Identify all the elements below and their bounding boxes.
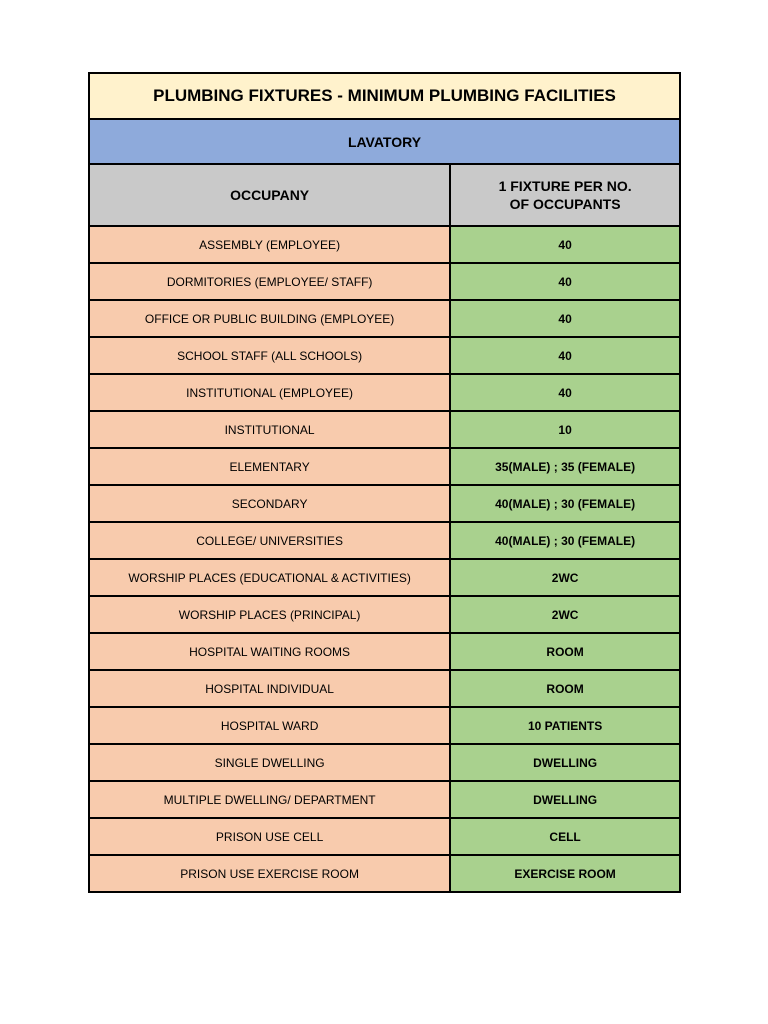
table-row xyxy=(89,374,680,411)
fixture-value-cell: DWELLING xyxy=(450,744,680,781)
table-row xyxy=(89,411,680,448)
title-row xyxy=(89,73,680,119)
occupancy-cell: PRISON USE CELL xyxy=(89,818,450,855)
table-row xyxy=(89,670,680,707)
fixture-value-cell: 2WC xyxy=(450,596,680,633)
occupancy-cell: SINGLE DWELLING xyxy=(89,744,450,781)
column-header-fixture-line2: OF OCCUPANTS xyxy=(509,196,621,212)
occupancy-cell: OFFICE OR PUBLIC BUILDING (EMPLOYEE) xyxy=(89,300,450,337)
occupancy-cell: MULTIPLE DWELLING/ DEPARTMENT xyxy=(89,781,450,818)
fixture-value-cell: ROOM xyxy=(450,670,680,707)
table-row xyxy=(89,855,680,892)
table-row xyxy=(89,633,680,670)
fixture-value-cell: 40(MALE) ; 30 (FEMALE) xyxy=(450,522,680,559)
table-row xyxy=(89,226,680,263)
table-row xyxy=(89,596,680,633)
fixture-value-cell: DWELLING xyxy=(450,781,680,818)
section-header: LAVATORY xyxy=(89,119,680,164)
occupancy-cell: HOSPITAL WAITING ROOMS xyxy=(89,633,450,670)
occupancy-cell: INSTITUTIONAL xyxy=(89,411,450,448)
occupancy-cell: SCHOOL STAFF (ALL SCHOOLS) xyxy=(89,337,450,374)
fixture-value-cell: 2WC xyxy=(450,559,680,596)
fixture-value-cell: 40 xyxy=(450,263,680,300)
table-row xyxy=(89,818,680,855)
table-row xyxy=(89,522,680,559)
table-row xyxy=(89,707,680,744)
column-header-row xyxy=(89,164,680,226)
occupancy-cell: DORMITORIES (EMPLOYEE/ STAFF) xyxy=(89,263,450,300)
fixture-value-cell: 10 xyxy=(450,411,680,448)
fixture-value-cell: ROOM xyxy=(450,633,680,670)
fixture-value-cell: 40 xyxy=(450,300,680,337)
occupancy-cell: SECONDARY xyxy=(89,485,450,522)
table-row xyxy=(89,559,680,596)
section-row xyxy=(89,119,680,164)
fixture-value-cell: 10 PATIENTS xyxy=(450,707,680,744)
fixture-table xyxy=(88,72,681,893)
table-row xyxy=(89,263,680,300)
table-row xyxy=(89,485,680,522)
table-row xyxy=(89,744,680,781)
occupancy-cell: HOSPITAL INDIVIDUAL xyxy=(89,670,450,707)
fixture-value-cell: 40(MALE) ; 30 (FEMALE) xyxy=(450,485,680,522)
column-header-occupancy: OCCUPANY xyxy=(89,164,450,226)
table-title: PLUMBING FIXTURES - MINIMUM PLUMBING FACILITIES xyxy=(89,73,680,119)
occupancy-cell: COLLEGE/ UNIVERSITIES xyxy=(89,522,450,559)
table-row xyxy=(89,448,680,485)
fixture-value-cell: CELL xyxy=(450,818,680,855)
occupancy-cell: WORSHIP PLACES (PRINCIPAL) xyxy=(89,596,450,633)
occupancy-cell: WORSHIP PLACES (EDUCATIONAL & ACTIVITIES) xyxy=(89,559,450,596)
fixture-value-cell: 40 xyxy=(450,337,680,374)
occupancy-cell: HOSPITAL WARD xyxy=(89,707,450,744)
fixture-value-cell: EXERCISE ROOM xyxy=(450,855,680,892)
table-row xyxy=(89,300,680,337)
column-header-fixture-line1: 1 FIXTURE PER NO. xyxy=(498,178,632,194)
occupancy-cell: PRISON USE EXERCISE ROOM xyxy=(89,855,450,892)
column-header-fixture xyxy=(450,164,680,226)
occupancy-cell: ASSEMBLY (EMPLOYEE) xyxy=(89,226,450,263)
fixture-value-cell: 40 xyxy=(450,374,680,411)
fixture-value-cell: 35(MALE) ; 35 (FEMALE) xyxy=(450,448,680,485)
fixture-sheet xyxy=(88,72,681,893)
occupancy-cell: INSTITUTIONAL (EMPLOYEE) xyxy=(89,374,450,411)
table-row xyxy=(89,337,680,374)
occupancy-cell: ELEMENTARY xyxy=(89,448,450,485)
fixture-value-cell: 40 xyxy=(450,226,680,263)
table-row xyxy=(89,781,680,818)
